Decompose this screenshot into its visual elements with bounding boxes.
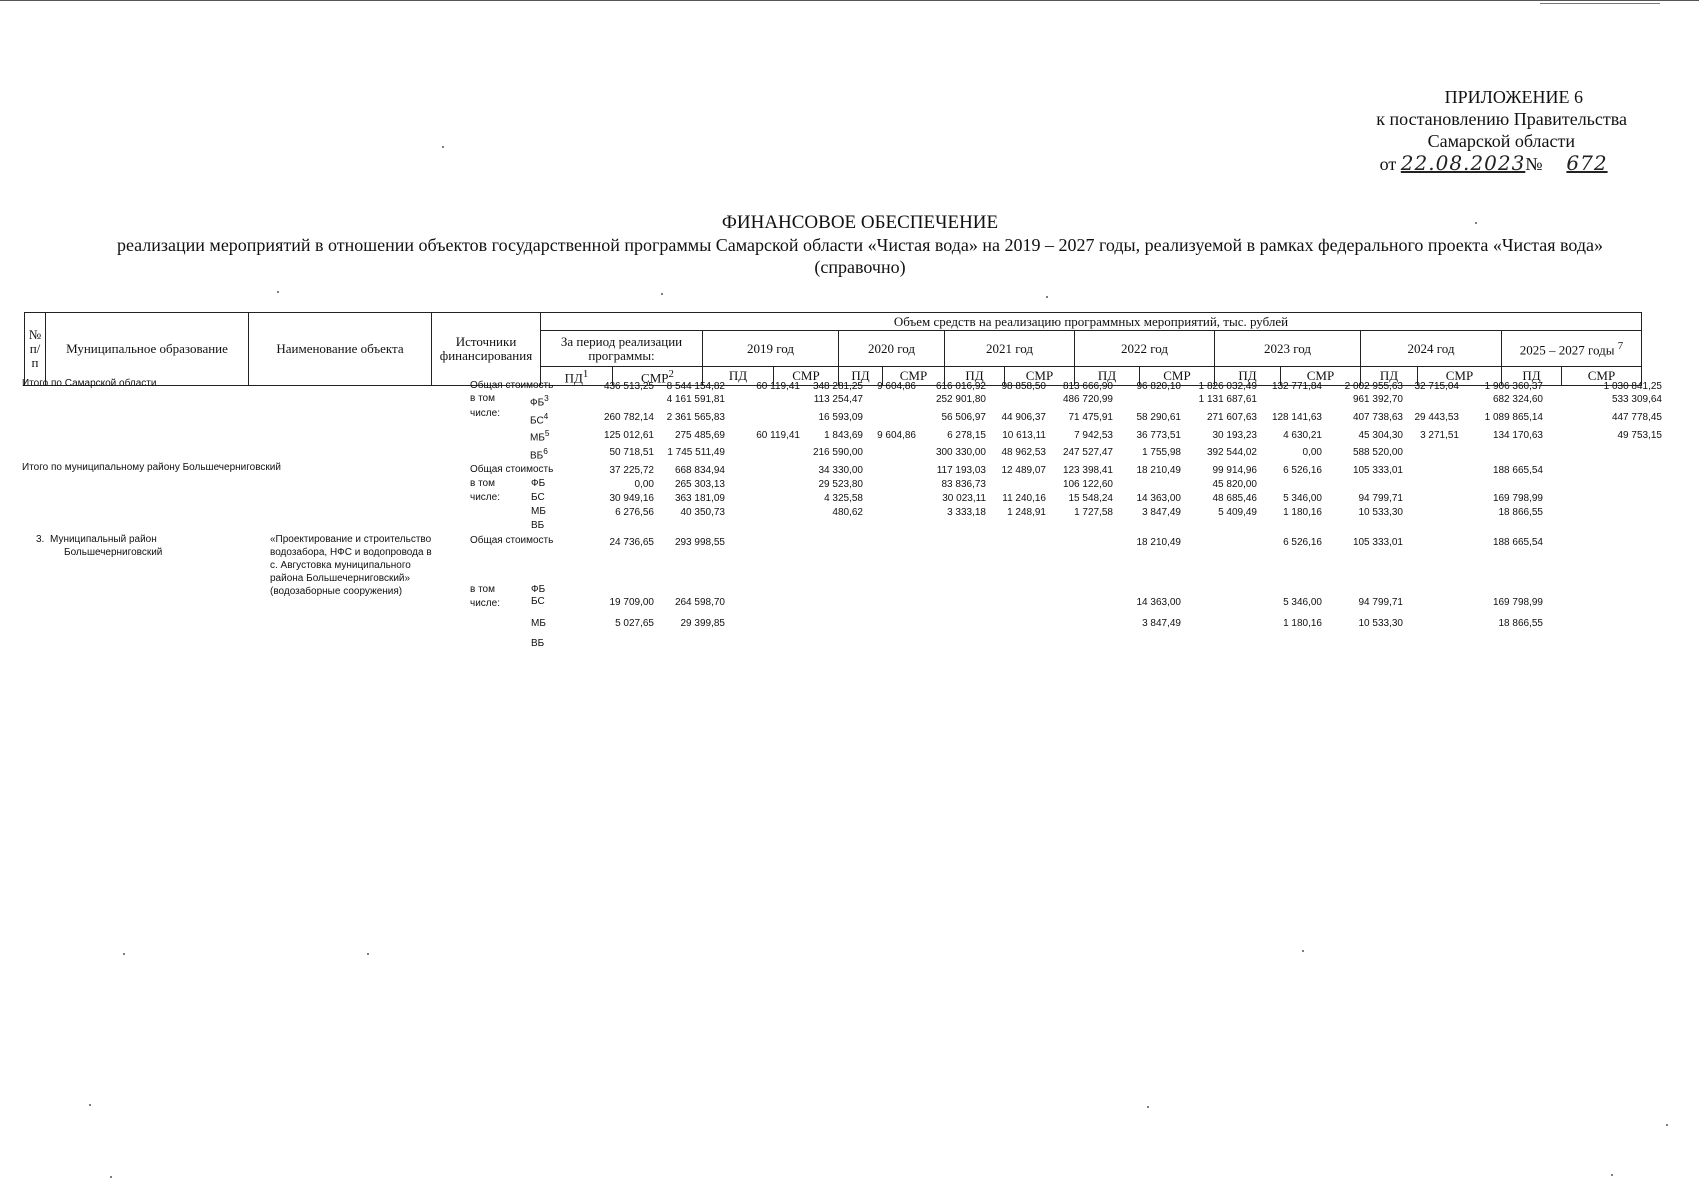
value-total: 117 193,03 — [936, 465, 986, 476]
value-bs: 5 346,00 — [1283, 597, 1322, 608]
label-incl: в том — [470, 584, 495, 595]
value-mb: 275 485,69 — [674, 430, 725, 441]
value-total: 1 030 841,25 — [1603, 381, 1662, 392]
speck — [89, 1104, 91, 1106]
value-total: 24 736,65 — [609, 537, 654, 548]
col-pd-2024: ПД — [1361, 367, 1418, 386]
label-mb: МБ — [531, 506, 546, 517]
col-smr-2025: СМР — [1562, 367, 1642, 386]
value-mb: 18 866,55 — [1498, 618, 1543, 629]
object-name: водозабора, НФС и водопровода в — [270, 547, 432, 558]
date-prefix: от — [1379, 154, 1397, 174]
appendix-decree: к постановлению Правительства — [1376, 109, 1627, 129]
value-bs: 48 685,46 — [1212, 493, 1257, 504]
value-total: 436 513,25 — [603, 381, 654, 392]
value-total: 2 002 955,63 — [1344, 381, 1403, 392]
value-bs: 407 738,63 — [1352, 412, 1403, 423]
value-total: 6 526,16 — [1283, 537, 1322, 548]
speck — [1475, 222, 1477, 224]
value-total: 1 826 032,49 — [1198, 381, 1257, 392]
value-total: 105 333,01 — [1352, 537, 1403, 548]
value-vb: 1 755,98 — [1142, 447, 1181, 458]
value-bs: 19 709,00 — [609, 597, 654, 608]
row-number: 3. — [36, 534, 45, 545]
value-vb: 1 745 511,49 — [667, 447, 725, 458]
label-bs: БС — [531, 596, 545, 607]
col-2023: 2023 год — [1215, 331, 1361, 367]
value-bs: 16 593,09 — [818, 412, 863, 423]
col-pd-2023: ПД — [1215, 367, 1281, 386]
col-2021: 2021 год — [945, 331, 1075, 367]
value-mb: 40 350,73 — [680, 507, 725, 518]
label-bs: $БС^4$ — [530, 411, 549, 427]
label-vb: ВБ — [531, 520, 545, 531]
value-bs: 29 443,53 — [1414, 412, 1459, 423]
value-mb: 1 180,16 — [1283, 618, 1322, 629]
col-smr-2021: СМР — [1005, 367, 1075, 386]
value-total: 132 771,84 — [1271, 381, 1322, 392]
value-total: 6 526,16 — [1283, 465, 1322, 476]
value-total: 616 016,92 — [935, 381, 986, 392]
label-fb: ФБ — [531, 478, 546, 489]
value-fb: 29 523,80 — [818, 479, 863, 490]
value-total: 12 489,07 — [1001, 465, 1046, 476]
value-vb: 588 520,00 — [1352, 447, 1403, 458]
value-mb: 6 276,56 — [615, 507, 654, 518]
label-vb: $ВБ^6$ — [530, 446, 548, 462]
value-vb: 48 962,53 — [1001, 447, 1046, 458]
value-bs: 447 778,45 — [1611, 412, 1662, 423]
value-total: 348 281,25 — [812, 381, 863, 392]
label-total-cost: Общая стоимость — [470, 380, 554, 391]
value-vb: 392 544,02 — [1206, 447, 1257, 458]
speck — [367, 953, 369, 955]
value-bs: 15 548,24 — [1068, 493, 1113, 504]
value-bs: 44 906,37 — [1001, 412, 1046, 423]
value-vb: 216 590,00 — [812, 447, 863, 458]
col-volume: Объем средств на реализацию программных мероприятий, тыс. рублей — [541, 313, 1642, 331]
col-municipality: Муниципальное образование — [46, 313, 249, 386]
value-total: 96 820,10 — [1136, 381, 1181, 392]
label-incl: числе: — [470, 408, 500, 419]
speck — [1147, 1106, 1149, 1108]
label-incl: в том — [470, 393, 495, 404]
speck — [1046, 296, 1048, 298]
title-line-2: реализации мероприятий в отношении объектов государственной программы Самарской области «Чистая вода» на 2019 – 2027 годы, реализуемой в рамках федерального проекта «Чистая вода» — [116, 235, 1604, 255]
value-bs: 128 141,63 — [1271, 412, 1322, 423]
section-name-district: Итого по муниципальному району Большечерниговский — [22, 462, 281, 473]
speck — [110, 1176, 112, 1178]
value-mb: 5 409,49 — [1218, 507, 1257, 518]
label-fb: ФБ — [531, 584, 546, 595]
object-name: «Проектирование и строительство — [270, 534, 432, 545]
value-vb: 247 527,47 — [1062, 447, 1113, 458]
number-prefix: № — [1525, 154, 1543, 174]
label-incl: числе: — [470, 598, 500, 609]
value-mb: 1 727,58 — [1074, 507, 1113, 518]
value-mb: 49 753,15 — [1617, 430, 1662, 441]
value-total: 37 225,72 — [609, 465, 654, 476]
value-mb: 3 847,49 — [1142, 507, 1181, 518]
value-fb: 265 303,13 — [674, 479, 725, 490]
speck — [1302, 950, 1304, 952]
value-total: 813 666,90 — [1062, 381, 1113, 392]
speck — [1611, 1174, 1613, 1176]
value-bs: 169 798,99 — [1492, 493, 1543, 504]
value-total: 9 604,86 — [877, 381, 916, 392]
value-fb: 45 820,00 — [1212, 479, 1257, 490]
value-bs: 4 325,58 — [824, 493, 863, 504]
col-period: За период реализации программы: — [541, 331, 703, 367]
value-mb: 3 271,51 — [1420, 430, 1459, 441]
col-pd-2020: ПД — [839, 367, 883, 386]
value-vb: 0,00 — [1302, 447, 1322, 458]
municipality-name: Большечерниговский — [64, 547, 163, 558]
value-total: 105 333,01 — [1352, 465, 1403, 476]
speck — [123, 953, 125, 955]
label-total-cost: Общая стоимость — [470, 535, 554, 546]
value-mb: 5 027,65 — [615, 618, 654, 629]
value-mb: 1 843,69 — [824, 430, 863, 441]
value-fb: 106 122,60 — [1062, 479, 1113, 490]
label-incl: числе: — [470, 492, 500, 503]
value-total: 293 998,55 — [674, 537, 725, 548]
value-total: 18 210,49 — [1136, 465, 1181, 476]
col-2019: 2019 год — [703, 331, 839, 367]
value-bs: 11 240,16 — [1002, 493, 1046, 504]
value-mb: 30 193,23 — [1212, 430, 1257, 441]
value-mb: 4 630,21 — [1283, 430, 1322, 441]
col-pd-2019: ПД — [703, 367, 774, 386]
value-bs: 94 799,71 — [1358, 493, 1403, 504]
col-pd-2022: ПД — [1075, 367, 1140, 386]
value-fb: 1 131 687,61 — [1198, 394, 1257, 405]
value-fb: 83 836,73 — [941, 479, 986, 490]
label-vb: ВБ — [531, 638, 545, 649]
col-num: № п/п — [25, 313, 46, 386]
value-mb: 7 942,53 — [1074, 430, 1113, 441]
value-bs: 30 023,11 — [942, 493, 986, 504]
value-bs: 94 799,71 — [1358, 597, 1403, 608]
municipality-name: Муниципальный район — [50, 534, 157, 545]
value-fb: 113 254,47 — [813, 394, 863, 405]
handwritten-number: 672 — [1566, 151, 1608, 175]
value-bs: 30 949,16 — [609, 493, 654, 504]
value-total: 60 119,41 — [756, 381, 800, 392]
value-total: 32 715,04 — [1414, 381, 1459, 392]
col-2020: 2020 год — [839, 331, 945, 367]
speck — [661, 293, 663, 295]
value-mb: 6 278,15 — [947, 430, 986, 441]
value-bs: 56 506,97 — [941, 412, 986, 423]
value-bs: 271 607,63 — [1206, 412, 1257, 423]
label-mb: МБ — [531, 618, 546, 629]
speck — [442, 146, 444, 148]
col-smr-2019: СМР — [774, 367, 839, 386]
value-total: 99 914,96 — [1212, 465, 1257, 476]
value-mb: 18 866,55 — [1498, 507, 1543, 518]
col-smr-2020: СМР — [883, 367, 945, 386]
col-object: Наименование объекта — [249, 313, 432, 386]
value-total: 188 665,54 — [1492, 465, 1543, 476]
value-mb: 1 180,16 — [1283, 507, 1322, 518]
object-name: (водозаборные сооружения) — [270, 586, 403, 597]
title-line-3: (справочно) — [814, 257, 906, 277]
appendix-title: ПРИЛОЖЕНИЕ 6 — [1444, 87, 1583, 107]
value-mb: 125 012,61 — [603, 430, 654, 441]
value-bs: 71 475,91 — [1068, 412, 1113, 423]
value-mb: 10 533,30 — [1358, 507, 1403, 518]
label-bs: БС — [531, 492, 545, 503]
value-vb: 300 330,00 — [935, 447, 986, 458]
label-mb: $МБ^5$ — [530, 428, 550, 444]
value-mb: 9 604,86 — [877, 430, 916, 441]
appendix-region: Самарской области — [1427, 131, 1575, 151]
value-bs: 14 363,00 — [1136, 493, 1181, 504]
value-mb: 60 119,41 — [756, 430, 800, 441]
value-mb: 1 248,91 — [1007, 507, 1046, 518]
value-total: 8 544 154,82 — [666, 381, 725, 392]
section-name-samara: Итого по Самарской области — [22, 378, 157, 389]
value-total: 34 330,00 — [818, 465, 863, 476]
value-bs: 58 290,61 — [1136, 412, 1181, 423]
value-mb: 3 847,49 — [1142, 618, 1181, 629]
value-mb: 36 773,51 — [1136, 430, 1181, 441]
value-fb: 252 901,80 — [935, 394, 986, 405]
value-fb: 961 392,70 — [1352, 394, 1403, 405]
value-total: 1 906 360,37 — [1484, 381, 1543, 392]
object-name: района Большечерниговский» — [270, 573, 411, 584]
title-line-1: ФИНАНСОВОЕ ОБЕСПЕЧЕНИЕ — [721, 212, 999, 233]
value-total: 668 834,94 — [674, 465, 725, 476]
value-bs: 264 598,70 — [674, 597, 725, 608]
value-mb: 10 613,11 — [1002, 430, 1046, 441]
value-total: 18 210,49 — [1136, 537, 1181, 548]
value-fb: 682 324,60 — [1492, 394, 1543, 405]
value-bs: 363 181,09 — [674, 493, 725, 504]
col-pd-2021: ПД — [945, 367, 1005, 386]
label-fb: $ФБ^3$ — [530, 393, 549, 409]
col-smr-2023: СМР — [1281, 367, 1361, 386]
value-mb: 134 170,63 — [1492, 430, 1543, 441]
col-pd-2025: ПД — [1502, 367, 1562, 386]
col-2024: 2024 год — [1361, 331, 1502, 367]
col-2022: 2022 год — [1075, 331, 1215, 367]
speck — [1666, 1124, 1668, 1126]
value-mb: 480,62 — [832, 507, 863, 518]
value-fb: 4 161 591,81 — [666, 394, 725, 405]
value-vb: 50 718,51 — [609, 447, 654, 458]
value-fb: 0,00 — [634, 479, 654, 490]
value-bs: 1 089 865,14 — [1484, 412, 1543, 423]
col-smr-2024: СМР — [1418, 367, 1502, 386]
handwritten-date: 22.08.2023 — [1400, 151, 1526, 175]
value-total: 123 398,41 — [1062, 465, 1113, 476]
value-bs: 260 782,14 — [603, 412, 654, 423]
value-total: 98 858,50 — [1001, 381, 1046, 392]
speck — [277, 291, 279, 293]
label-total-cost: Общая стоимость — [470, 464, 554, 475]
col-smr-total: СМР$^2$ — [613, 367, 703, 386]
value-bs: 169 798,99 — [1492, 597, 1543, 608]
label-incl: в том — [470, 478, 495, 489]
value-mb: 45 304,30 — [1358, 430, 1403, 441]
value-bs: 2 361 565,83 — [666, 412, 725, 423]
object-name: с. Августовка муниципального — [270, 560, 411, 571]
value-fb: 486 720,99 — [1062, 394, 1113, 405]
value-bs: 5 346,00 — [1283, 493, 1322, 504]
value-fb: 533 309,64 — [1611, 394, 1662, 405]
value-total: 188 665,54 — [1492, 537, 1543, 548]
value-mb: 29 399,85 — [680, 618, 725, 629]
col-smr-2022: СМР — [1140, 367, 1215, 386]
col-2025-2027: 2025 – 2027 годы $^7$ — [1502, 331, 1642, 367]
col-pd-total: $ПД^1$ — [541, 367, 613, 386]
col-sources: Источники финансирования — [432, 313, 541, 386]
value-mb: 3 333,18 — [947, 507, 986, 518]
value-bs: 14 363,00 — [1136, 597, 1181, 608]
value-mb: 10 533,30 — [1358, 618, 1403, 629]
